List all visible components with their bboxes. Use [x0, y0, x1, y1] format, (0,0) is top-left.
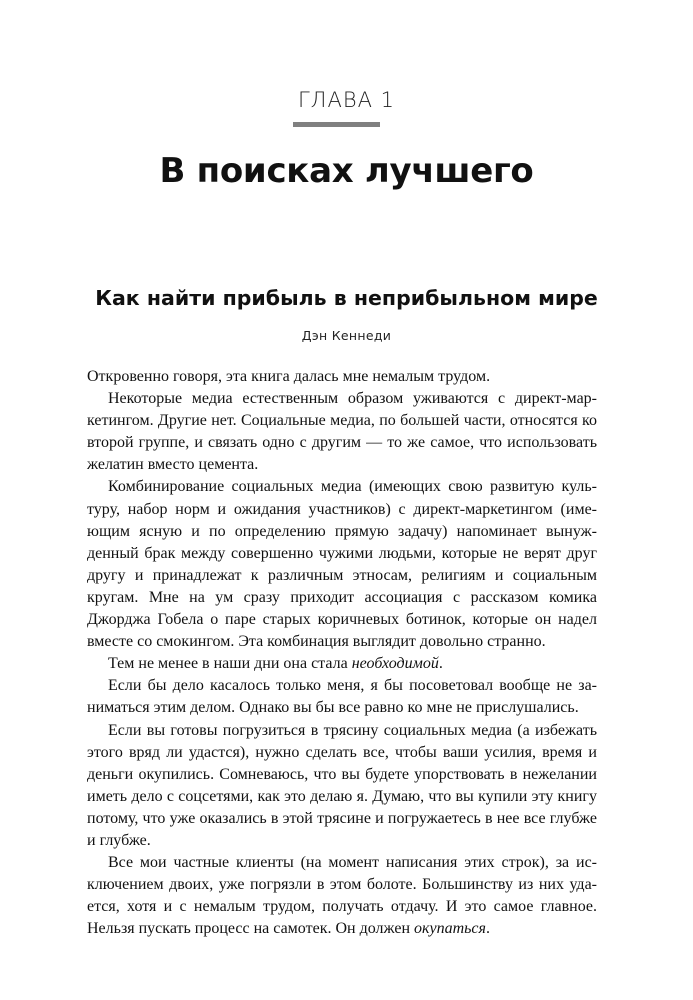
chapter-divider	[293, 122, 380, 127]
paragraph: Откровенно говоря, эта книга далась мне немалым трудом.	[87, 368, 491, 385]
emphasis: необходимой	[351, 655, 439, 673]
section-author: Дэн Кеннеди	[301, 328, 392, 343]
emphasis: окупаться	[414, 920, 486, 938]
chapter-title: В поисках лучшего	[159, 151, 534, 191]
paragraph: Некоторые медиа естественным образом уживаются с директ-маркетингом. Другие нет. Социальные медиа, по большей части, относятся ко второй группе, и связать одно с другим — то же самое, что использовать желатин вместо цемента.	[87, 390, 597, 474]
paragraph: Если бы дело касалось только меня, я бы посоветовал вообще не заниматься этим делом. Однако вы бы все равно ко мне не прислушались.	[87, 677, 597, 717]
paragraph: Тем не менее в наши дни она стала необходимой.	[108, 655, 443, 673]
paragraph: Комбинирование социальных медиа (имеющих свою развитую культуру, набор норм и ожидания участников) с директ-маркетингом (имеющим ясную и по определению прямую задачу) напоминает вынужденный брак между совершенно чужими людьми, которые не верят друг другу и принадлежат к различным этносам, религиям и социальным кругам. Мне на ум сразу приходит ассоциация с рассказом комика Джорджа Гобела о паре старых коричневых ботинок, которые он надел вместе со смокингом. Эта комбинация выглядит довольно странно.	[87, 478, 597, 651]
body-text	[87, 366, 597, 940]
chapter-label: ГЛАВА 1	[297, 88, 395, 112]
paragraph: Если вы готовы погрузиться в трясину социальных медиа (а избежать этого вряд ли удастся), нужно сделать все, чтобы ваши усилия, время и деньги окупились. Сомневаюсь, что вы будете упорствовать в нежелании иметь дело с соцсетями, как это делаю я. Думаю, что вы купили эту книгу потому, что уже оказались в этой трясине и погружаетесь в нее все глубже и глубже.	[87, 721, 597, 849]
section-title: Как найти прибыль в неприбыльном мире	[95, 286, 598, 310]
paragraph: Все мои частные клиенты (на момент написания этих строк), за исключением двоих, уже погрязли в этом болоте. Большинству из них удается, хотя и с немалым трудом, получать отдачу. И это самое главное. Нельзя пускать процесс на самотек. Он должен окупаться.	[87, 854, 597, 938]
